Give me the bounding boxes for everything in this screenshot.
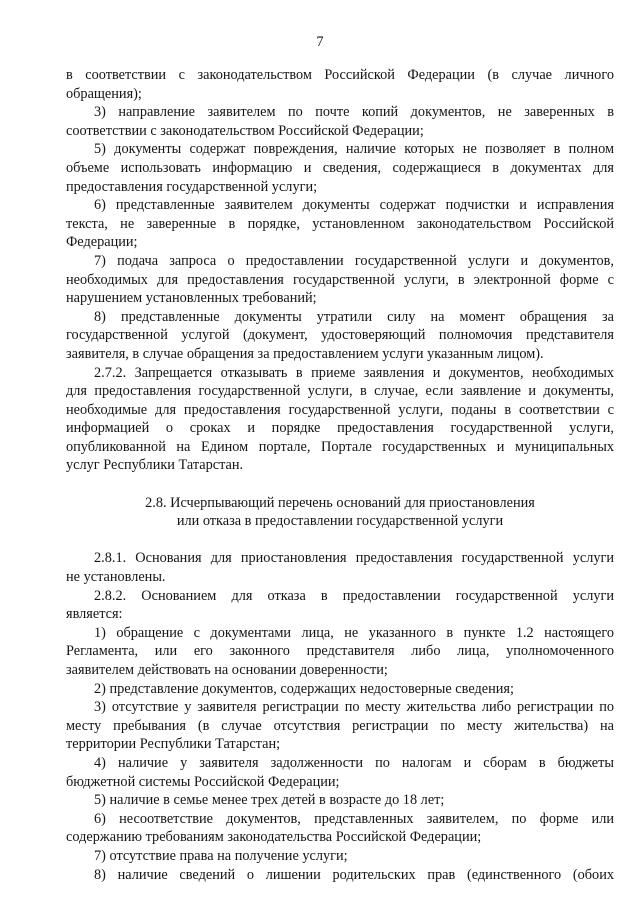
text-line: 2.8.1. Основания для приостановления предоставления государственной услуги [94, 550, 614, 567]
paragraph [66, 680, 614, 699]
text-line: государственной услугой (документ, удостоверяющий полномочия представителя [66, 327, 614, 344]
text-line: информацией о сроках и порядке предоставления государственной услуги, [66, 420, 614, 437]
text-line: 8) наличие сведений о лишении родительских прав (единственного (обоих [94, 866, 614, 883]
text-line: территории Республики Татарстан; [66, 736, 281, 753]
paragraph [66, 791, 614, 810]
text-line: месту пребывания (в случае отсутствия регистрации по месту жительства) на [66, 717, 614, 734]
text-line: является: [66, 606, 123, 623]
text-line: 7) отсутствие права на получение услуги; [94, 847, 348, 864]
text-line: Регламента, или его законного представителя либо лица, уполномоченного [66, 643, 614, 660]
paragraph [66, 196, 614, 252]
heading-line: 2.8. Исчерпывающий перечень оснований для приостановления [145, 494, 535, 511]
paragraph [66, 66, 614, 103]
text-line: содержанию требованиям законодательства Российской Федерации; [66, 829, 482, 846]
text-line: 3) отсутствие у заявителя регистрации по месту жительства либо регистрации по [94, 699, 614, 716]
text-line: в соответствии с законодательством Российской Федерации (в случае личного [66, 67, 614, 83]
text-line: услуг Республики Татарстан. [66, 457, 244, 474]
text-line: заявителем действовать на основании доверенности; [66, 662, 388, 678]
paragraph [66, 866, 614, 885]
text-line: 3) направление заявителем по почте копий документов, не заверенных в [94, 104, 614, 121]
text-line: 2) представление документов, содержащих недостоверные сведения; [94, 680, 514, 697]
text-line: 6) несоответствие документов, представленных заявителем, по форме или [94, 810, 614, 827]
text-line: для предоставления государственной услуги, в случае, если заявление и документы, [66, 383, 614, 400]
text-line: необходимых для предоставления государственной услуги, в электронной форме с [66, 271, 614, 288]
text-line: 5) документы содержат повреждения, наличие которых не позволяет в полном [94, 141, 614, 158]
paragraph [66, 364, 614, 476]
text-line: текста, не заверенные в порядке, установленном законодательством Российской [66, 215, 614, 232]
text-line: предоставления государственной услуги; [66, 178, 318, 195]
paragraph [66, 252, 614, 308]
text-line: обращения); [66, 85, 142, 102]
text-line: нарушением установленных требований; [66, 290, 317, 307]
text-line: объеме использовать информацию и сведения, содержащиеся в документах для [66, 159, 614, 176]
paragraph [66, 308, 614, 364]
text-line: 2.8.2. Основанием для отказа в предоставлении государственной услуги [94, 587, 614, 604]
page-number: 7 [316, 34, 324, 50]
text-line: Федерации; [66, 234, 138, 251]
heading-line: или отказа в предоставлении государственной услуги [176, 513, 504, 530]
text-line: 1) обращение с документами лица, не указанного в пункте 1.2 настоящего [94, 624, 614, 641]
document-body [66, 66, 614, 884]
paragraph [66, 698, 614, 754]
paragraph [66, 624, 614, 680]
text-line: 2.7.2. Запрещается отказывать в приеме заявления и документов, необходимых [94, 364, 614, 381]
text-line: 7) подача запроса о предоставлении государственной услуги и документов, [94, 252, 614, 269]
text-line: не установлены. [66, 569, 166, 586]
paragraph [66, 140, 614, 196]
text-line: 5) наличие в семье менее трех детей в возрасте до 18 лет; [94, 792, 445, 809]
paragraph [66, 754, 614, 791]
paragraph [66, 810, 614, 847]
text-line: соответствии с законодательством Российской Федерации; [66, 122, 424, 139]
text-line: бюджетной системы Российской Федерации; [66, 773, 340, 790]
paragraph [66, 587, 614, 624]
text-line: 4) наличие у заявителя задолженности по налогам и сборам в бюджеты [94, 754, 614, 771]
text-line: необходимые для предоставления государственной услуги, поданы в соответствии с [66, 401, 614, 418]
text-line: опубликованной на Едином портале, Портале государственных и муниципальных [66, 438, 614, 455]
paragraph [66, 103, 614, 140]
text-line: заявителя, в случае обращения за предоставлением услуги указанным лицом). [66, 345, 544, 362]
section-heading [66, 494, 614, 531]
text-line: 8) представленные документы утратили силу на момент обращения за [94, 308, 614, 325]
paragraph [66, 847, 614, 866]
text-line: 6) представленные заявителем документы содержат подчистки и исправления [94, 197, 614, 214]
paragraph [66, 549, 614, 586]
